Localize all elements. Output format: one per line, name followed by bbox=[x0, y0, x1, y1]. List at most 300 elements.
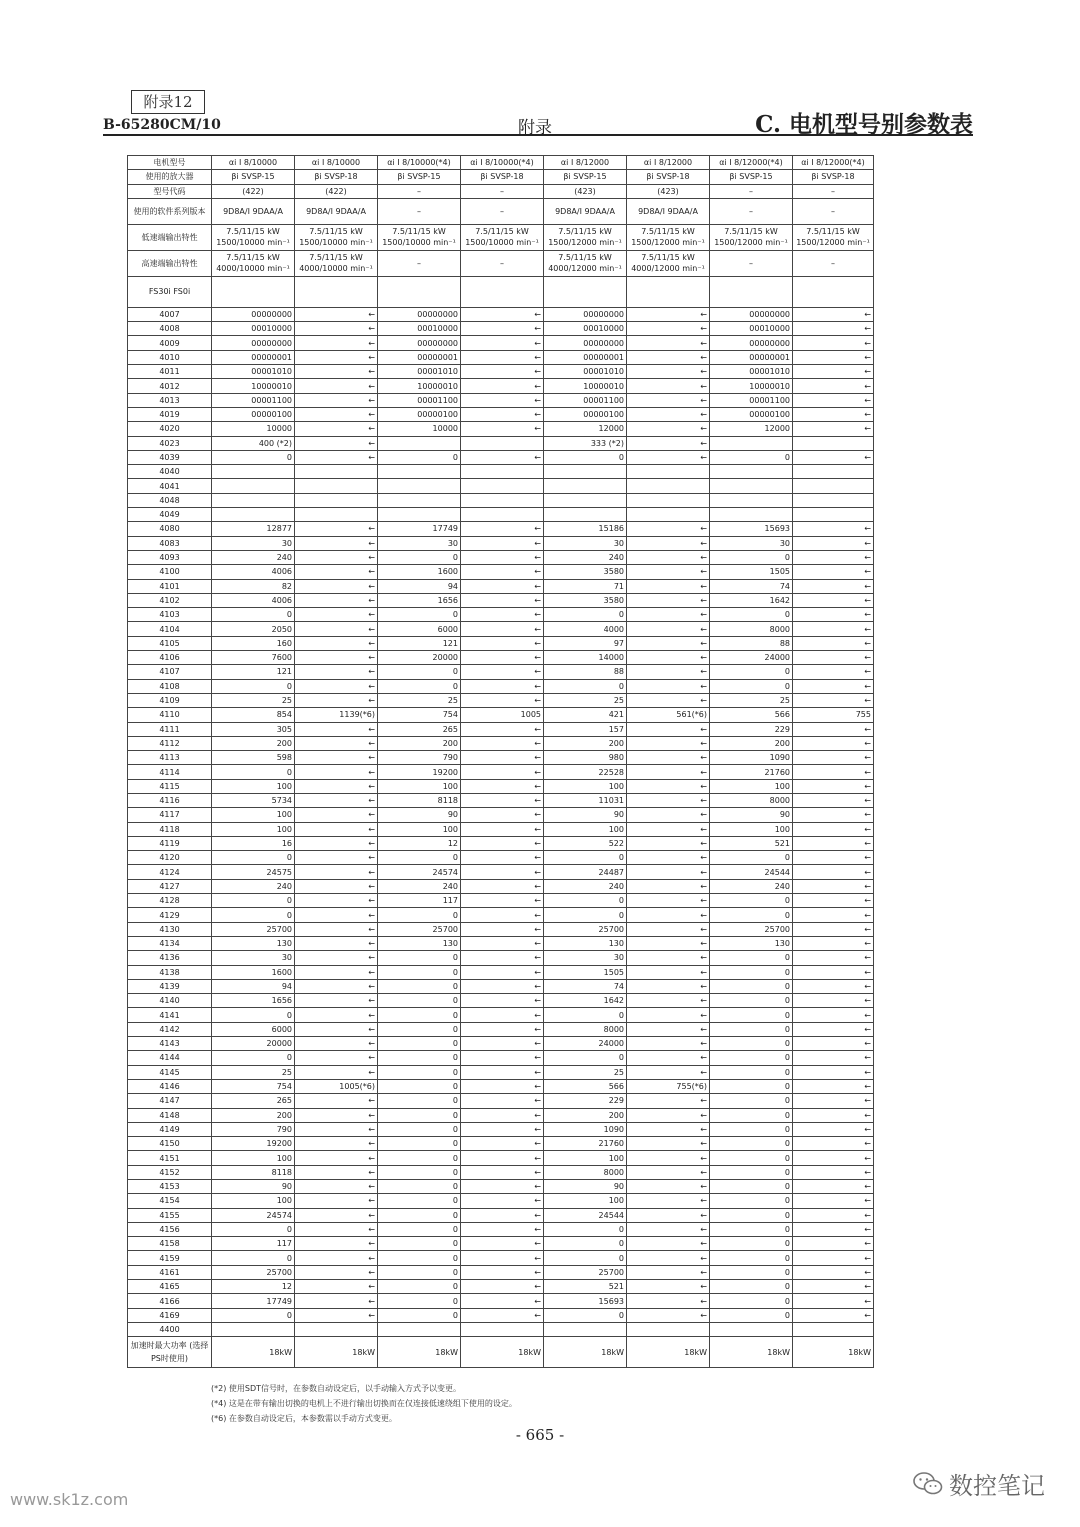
value-cell: 0 bbox=[212, 608, 295, 622]
value-cell: 0 bbox=[710, 1280, 793, 1294]
value-cell: 10000 bbox=[378, 422, 461, 436]
value-cell: ← bbox=[627, 836, 710, 850]
value-cell: 7.5/11/15 kW 1500/10000 min⁻¹ bbox=[212, 224, 295, 250]
value-cell: 0 bbox=[710, 1308, 793, 1322]
value-cell: ← bbox=[793, 1294, 874, 1308]
table-row bbox=[128, 322, 874, 336]
empty-cell bbox=[212, 276, 295, 307]
value-cell: 82 bbox=[212, 579, 295, 593]
value-cell: 0 bbox=[212, 1222, 295, 1236]
value-cell: ← bbox=[295, 322, 378, 336]
value-cell: ← bbox=[793, 1108, 874, 1122]
value-cell: 0 bbox=[378, 1122, 461, 1136]
value-cell: ← bbox=[627, 1065, 710, 1079]
value-cell: 200 bbox=[212, 1108, 295, 1122]
row-label: 4138 bbox=[128, 965, 212, 979]
value-cell: 0 bbox=[212, 450, 295, 464]
value-cell: ← bbox=[793, 994, 874, 1008]
value-cell: 157 bbox=[544, 722, 627, 736]
value-cell: 8000 bbox=[544, 1165, 627, 1179]
value-cell: 88 bbox=[544, 665, 627, 679]
value-cell: 7.5/11/15 kW 4000/10000 min⁻¹ bbox=[295, 250, 378, 276]
value-cell: 0 bbox=[378, 679, 461, 693]
row-label: 4141 bbox=[128, 1008, 212, 1022]
value-cell: ← bbox=[627, 1151, 710, 1165]
value-cell: ← bbox=[627, 1137, 710, 1151]
row-label: 4100 bbox=[128, 565, 212, 579]
table-row bbox=[128, 665, 874, 679]
row-label: 4110 bbox=[128, 708, 212, 722]
value-cell: 100 bbox=[710, 779, 793, 793]
row-label: 4019 bbox=[128, 407, 212, 421]
value-cell: ← bbox=[295, 1122, 378, 1136]
value-cell: ← bbox=[295, 1022, 378, 1036]
value-cell: 400 (*2) bbox=[212, 436, 295, 450]
value-cell: 0 bbox=[378, 1079, 461, 1093]
value-cell: 0 bbox=[544, 908, 627, 922]
value-cell: 200 bbox=[212, 736, 295, 750]
value-cell: – bbox=[793, 198, 874, 224]
value-cell: 0 bbox=[710, 1251, 793, 1265]
table-row bbox=[128, 407, 874, 421]
value-cell: ← bbox=[461, 1151, 544, 1165]
value-cell: 21760 bbox=[544, 1137, 627, 1151]
row-label: 低速端输出特性 bbox=[128, 224, 212, 250]
value-cell: ← bbox=[793, 722, 874, 736]
value-cell: ← bbox=[627, 1251, 710, 1265]
value-cell: ← bbox=[627, 1180, 710, 1194]
value-cell: ← bbox=[461, 1051, 544, 1065]
value-cell: ← bbox=[461, 879, 544, 893]
value-cell: 90 bbox=[212, 1180, 295, 1194]
value-cell: 229 bbox=[710, 722, 793, 736]
value-cell: ← bbox=[295, 851, 378, 865]
value-cell bbox=[710, 465, 793, 479]
value-cell: ← bbox=[627, 1094, 710, 1108]
value-cell: ← bbox=[461, 536, 544, 550]
value-cell: ← bbox=[295, 1037, 378, 1051]
value-cell: 6000 bbox=[378, 622, 461, 636]
value-cell: βi SVSP-15 bbox=[212, 170, 295, 184]
value-cell: 117 bbox=[378, 894, 461, 908]
value-cell: 1005 bbox=[461, 708, 544, 722]
value-cell: ← bbox=[627, 1208, 710, 1222]
value-cell: 90 bbox=[544, 1180, 627, 1194]
value-cell: ← bbox=[627, 779, 710, 793]
value-cell: 754 bbox=[212, 1079, 295, 1093]
value-cell: ← bbox=[793, 522, 874, 536]
page-title: C. 电机型号别参数表 bbox=[755, 111, 973, 138]
value-cell: 7.5/11/15 kW 4000/12000 min⁻¹ bbox=[627, 250, 710, 276]
value-cell: 7.5/11/15 kW 4000/12000 min⁻¹ bbox=[544, 250, 627, 276]
value-cell: ← bbox=[461, 736, 544, 750]
row-label: 4153 bbox=[128, 1180, 212, 1194]
value-cell: 200 bbox=[378, 736, 461, 750]
value-cell: – bbox=[793, 250, 874, 276]
table-row bbox=[128, 808, 874, 822]
value-cell: 10000010 bbox=[378, 379, 461, 393]
value-cell: ← bbox=[627, 679, 710, 693]
value-cell: 0 bbox=[710, 965, 793, 979]
value-cell: ← bbox=[461, 651, 544, 665]
row-label: 4134 bbox=[128, 936, 212, 950]
value-cell: 00000000 bbox=[212, 307, 295, 321]
value-cell: 00000100 bbox=[710, 407, 793, 421]
table-row bbox=[128, 1308, 874, 1322]
header-row bbox=[128, 224, 874, 250]
value-cell: ← bbox=[793, 865, 874, 879]
value-cell: 15186 bbox=[544, 522, 627, 536]
value-cell: ← bbox=[793, 1094, 874, 1108]
value-cell: ← bbox=[793, 608, 874, 622]
value-cell: 20000 bbox=[378, 651, 461, 665]
value-cell: ← bbox=[295, 836, 378, 850]
value-cell: ← bbox=[295, 979, 378, 993]
value-cell: ← bbox=[295, 751, 378, 765]
value-cell: ← bbox=[295, 779, 378, 793]
value-cell: 18kW bbox=[793, 1337, 874, 1368]
value-cell: 0 bbox=[710, 1065, 793, 1079]
value-cell: 333 (*2) bbox=[544, 436, 627, 450]
value-cell: 0 bbox=[544, 894, 627, 908]
value-cell: 0 bbox=[710, 1051, 793, 1065]
value-cell bbox=[212, 465, 295, 479]
value-cell: 10000010 bbox=[544, 379, 627, 393]
value-cell: 0 bbox=[378, 965, 461, 979]
value-cell: 90 bbox=[378, 808, 461, 822]
value-cell: 9D8A/I 9DAA/A bbox=[212, 198, 295, 224]
footnote-2: (*2) 使用SDT信号时，在参数自动设定后，以手动输入方式予以变更。 bbox=[211, 1384, 461, 1393]
table-row bbox=[128, 693, 874, 707]
value-cell: 8000 bbox=[710, 622, 793, 636]
table-row bbox=[128, 636, 874, 650]
value-cell: ← bbox=[627, 1051, 710, 1065]
table-row bbox=[128, 793, 874, 807]
value-cell: ← bbox=[295, 765, 378, 779]
value-cell: ← bbox=[295, 636, 378, 650]
value-cell: 24544 bbox=[710, 865, 793, 879]
value-cell: ← bbox=[461, 822, 544, 836]
value-cell: 10000 bbox=[212, 422, 295, 436]
value-cell: ← bbox=[295, 665, 378, 679]
value-cell: ← bbox=[461, 808, 544, 822]
row-label: 4117 bbox=[128, 808, 212, 822]
value-cell: ← bbox=[627, 622, 710, 636]
row-label: 4102 bbox=[128, 593, 212, 607]
value-cell: 0 bbox=[378, 1237, 461, 1251]
value-cell: 0 bbox=[378, 1151, 461, 1165]
value-cell: 00001100 bbox=[710, 393, 793, 407]
value-cell: 4000 bbox=[544, 622, 627, 636]
value-cell: ← bbox=[461, 608, 544, 622]
value-cell: 265 bbox=[212, 1094, 295, 1108]
value-cell: ← bbox=[461, 450, 544, 464]
table-row bbox=[128, 1037, 874, 1051]
row-label: 4048 bbox=[128, 493, 212, 507]
value-cell: ← bbox=[295, 1194, 378, 1208]
document-id: B-65280CM/10 bbox=[103, 117, 221, 133]
value-cell: 0 bbox=[378, 1308, 461, 1322]
row-label: 4161 bbox=[128, 1265, 212, 1279]
value-cell bbox=[710, 479, 793, 493]
table-row bbox=[128, 1094, 874, 1108]
value-cell: 8000 bbox=[710, 793, 793, 807]
row-label: 4011 bbox=[128, 365, 212, 379]
value-cell: 0 bbox=[710, 951, 793, 965]
value-cell bbox=[212, 508, 295, 522]
value-cell: 00000001 bbox=[544, 350, 627, 364]
value-cell: 17749 bbox=[378, 522, 461, 536]
value-cell bbox=[544, 508, 627, 522]
value-cell: 74 bbox=[710, 579, 793, 593]
table-row bbox=[128, 565, 874, 579]
row-label: 4148 bbox=[128, 1108, 212, 1122]
row-label: 4400 bbox=[128, 1322, 212, 1336]
row-label: 4127 bbox=[128, 879, 212, 893]
table-row bbox=[128, 436, 874, 450]
row-label: 4156 bbox=[128, 1222, 212, 1236]
value-cell: ← bbox=[461, 322, 544, 336]
value-cell: 521 bbox=[710, 836, 793, 850]
row-label: 4144 bbox=[128, 1051, 212, 1065]
value-cell: ← bbox=[295, 1137, 378, 1151]
value-cell: 24575 bbox=[212, 865, 295, 879]
row-label: 4008 bbox=[128, 322, 212, 336]
value-cell: 25700 bbox=[212, 1265, 295, 1279]
value-cell bbox=[710, 493, 793, 507]
value-cell: ← bbox=[627, 407, 710, 421]
value-cell: ← bbox=[461, 1008, 544, 1022]
row-label: 4106 bbox=[128, 651, 212, 665]
value-cell: 0 bbox=[212, 1251, 295, 1265]
value-cell: ← bbox=[295, 608, 378, 622]
value-cell: 0 bbox=[544, 679, 627, 693]
value-cell: ← bbox=[461, 522, 544, 536]
row-label: 4107 bbox=[128, 665, 212, 679]
value-cell: 25700 bbox=[544, 1265, 627, 1279]
value-cell: 19200 bbox=[212, 1137, 295, 1151]
value-cell: ← bbox=[793, 407, 874, 421]
value-cell: 30 bbox=[378, 536, 461, 550]
value-cell: ← bbox=[461, 722, 544, 736]
value-cell: 1139(*6) bbox=[295, 708, 378, 722]
value-cell: 11031 bbox=[544, 793, 627, 807]
value-cell: 00001100 bbox=[212, 393, 295, 407]
value-cell: ← bbox=[793, 1022, 874, 1036]
value-cell: 0 bbox=[378, 1194, 461, 1208]
table-row bbox=[128, 1294, 874, 1308]
value-cell: ← bbox=[793, 894, 874, 908]
row-label: 4009 bbox=[128, 336, 212, 350]
value-cell: 30 bbox=[212, 536, 295, 550]
value-cell: ← bbox=[295, 336, 378, 350]
value-cell: ← bbox=[793, 422, 874, 436]
value-cell: ← bbox=[461, 422, 544, 436]
table-row bbox=[128, 1165, 874, 1179]
value-cell: ← bbox=[461, 936, 544, 950]
value-cell: ← bbox=[793, 665, 874, 679]
value-cell bbox=[295, 479, 378, 493]
value-cell: ← bbox=[793, 1151, 874, 1165]
value-cell: 00001010 bbox=[710, 365, 793, 379]
value-cell: 0 bbox=[544, 1237, 627, 1251]
value-cell bbox=[295, 493, 378, 507]
value-cell: ← bbox=[793, 622, 874, 636]
value-cell: 9D8A/I 9DAA/A bbox=[295, 198, 378, 224]
row-label: 4140 bbox=[128, 994, 212, 1008]
value-cell: (422) bbox=[212, 184, 295, 198]
value-cell: ← bbox=[627, 808, 710, 822]
value-cell: ← bbox=[627, 436, 710, 450]
row-label: 4150 bbox=[128, 1137, 212, 1151]
value-cell: ← bbox=[461, 793, 544, 807]
value-cell: ← bbox=[627, 450, 710, 464]
value-cell: 6000 bbox=[212, 1022, 295, 1036]
value-cell: 240 bbox=[544, 550, 627, 564]
table-row bbox=[128, 508, 874, 522]
value-cell: 0 bbox=[710, 1151, 793, 1165]
value-cell: 1005(*6) bbox=[295, 1079, 378, 1093]
value-cell: 7600 bbox=[212, 651, 295, 665]
value-cell: ← bbox=[461, 1079, 544, 1093]
value-cell: 00001010 bbox=[212, 365, 295, 379]
value-cell: ← bbox=[295, 879, 378, 893]
value-cell: ← bbox=[627, 1194, 710, 1208]
value-cell: – bbox=[461, 198, 544, 224]
row-label: 电机型号 bbox=[128, 156, 212, 170]
value-cell: 566 bbox=[710, 708, 793, 722]
value-cell: 15693 bbox=[544, 1294, 627, 1308]
value-cell: ← bbox=[793, 336, 874, 350]
value-cell: ← bbox=[793, 879, 874, 893]
value-cell: 18kW bbox=[212, 1337, 295, 1368]
row-label: 4128 bbox=[128, 894, 212, 908]
value-cell bbox=[627, 493, 710, 507]
value-cell: ← bbox=[461, 1251, 544, 1265]
value-cell: 0 bbox=[710, 608, 793, 622]
header-divider bbox=[103, 134, 973, 136]
value-cell: ← bbox=[793, 651, 874, 665]
row-label: 4013 bbox=[128, 393, 212, 407]
value-cell: 00000001 bbox=[710, 350, 793, 364]
value-cell: ← bbox=[295, 1051, 378, 1065]
row-label: 4166 bbox=[128, 1294, 212, 1308]
row-label: 4103 bbox=[128, 608, 212, 622]
value-cell: ← bbox=[627, 979, 710, 993]
value-cell: ← bbox=[295, 550, 378, 564]
value-cell: ← bbox=[627, 579, 710, 593]
row-label: 4112 bbox=[128, 736, 212, 750]
value-cell bbox=[461, 479, 544, 493]
value-cell: ← bbox=[627, 651, 710, 665]
value-cell: 12877 bbox=[212, 522, 295, 536]
table-row bbox=[128, 1008, 874, 1022]
value-cell: βi SVSP-15 bbox=[544, 170, 627, 184]
header-row bbox=[128, 250, 874, 276]
table-row bbox=[128, 1137, 874, 1151]
row-label: 4146 bbox=[128, 1079, 212, 1093]
value-cell: ← bbox=[627, 379, 710, 393]
value-cell: ← bbox=[295, 1108, 378, 1122]
value-cell: ← bbox=[461, 765, 544, 779]
table-row bbox=[128, 922, 874, 936]
value-cell: 130 bbox=[544, 936, 627, 950]
value-cell: 94 bbox=[212, 979, 295, 993]
table-row bbox=[128, 1079, 874, 1093]
table-row bbox=[128, 836, 874, 850]
value-cell: – bbox=[378, 198, 461, 224]
row-label: 使用的软件系列版本 bbox=[128, 198, 212, 224]
value-cell: 7.5/11/15 kW 4000/10000 min⁻¹ bbox=[212, 250, 295, 276]
table-row bbox=[128, 1108, 874, 1122]
value-cell: ← bbox=[295, 1180, 378, 1194]
value-cell: 0 bbox=[710, 894, 793, 908]
value-cell: 7.5/11/15 kW 1500/12000 min⁻¹ bbox=[710, 224, 793, 250]
value-cell: ← bbox=[295, 407, 378, 421]
value-cell: 100 bbox=[212, 1151, 295, 1165]
value-cell bbox=[544, 493, 627, 507]
value-cell: 21760 bbox=[710, 765, 793, 779]
table-row bbox=[128, 1222, 874, 1236]
value-cell: ← bbox=[627, 751, 710, 765]
row-label: 4083 bbox=[128, 536, 212, 550]
row-label: 4119 bbox=[128, 836, 212, 850]
value-cell: 30 bbox=[212, 951, 295, 965]
value-cell: 117 bbox=[212, 1237, 295, 1251]
value-cell: 100 bbox=[212, 779, 295, 793]
table-row bbox=[128, 651, 874, 665]
value-cell: 3580 bbox=[544, 593, 627, 607]
value-cell: 0 bbox=[212, 1308, 295, 1322]
value-cell bbox=[793, 1322, 874, 1336]
row-label: 4130 bbox=[128, 922, 212, 936]
empty-cell bbox=[793, 276, 874, 307]
value-cell: ← bbox=[461, 1237, 544, 1251]
value-cell: 24574 bbox=[212, 1208, 295, 1222]
table-row bbox=[128, 422, 874, 436]
value-cell: ← bbox=[295, 922, 378, 936]
value-cell: ← bbox=[295, 1265, 378, 1279]
value-cell: 0 bbox=[710, 1294, 793, 1308]
value-cell: (423) bbox=[544, 184, 627, 198]
value-cell: 561(*6) bbox=[627, 708, 710, 722]
value-cell: 18kW bbox=[627, 1337, 710, 1368]
table-row bbox=[128, 1208, 874, 1222]
value-cell: 0 bbox=[710, 1037, 793, 1051]
value-cell: 00000000 bbox=[710, 307, 793, 321]
value-cell: ← bbox=[793, 307, 874, 321]
value-cell: 00010000 bbox=[212, 322, 295, 336]
value-cell: ← bbox=[793, 579, 874, 593]
value-cell: 566 bbox=[544, 1079, 627, 1093]
table-row bbox=[128, 1194, 874, 1208]
value-cell: ← bbox=[295, 522, 378, 536]
value-cell: 18kW bbox=[710, 1337, 793, 1368]
header-section: 附录 bbox=[518, 118, 552, 138]
value-cell: 74 bbox=[544, 979, 627, 993]
value-cell: ← bbox=[793, 693, 874, 707]
value-cell: 5734 bbox=[212, 793, 295, 807]
fs-label-row bbox=[128, 276, 874, 307]
value-cell: 0 bbox=[710, 1165, 793, 1179]
value-cell: βi SVSP-18 bbox=[461, 170, 544, 184]
value-cell: ← bbox=[793, 1165, 874, 1179]
row-label: 4080 bbox=[128, 522, 212, 536]
value-cell: ← bbox=[295, 1222, 378, 1236]
value-cell: ← bbox=[461, 951, 544, 965]
footnote-6: (*6) 在参数自动设定后，本参数需以手动方式变更。 bbox=[211, 1414, 397, 1423]
value-cell: 18kW bbox=[544, 1337, 627, 1368]
